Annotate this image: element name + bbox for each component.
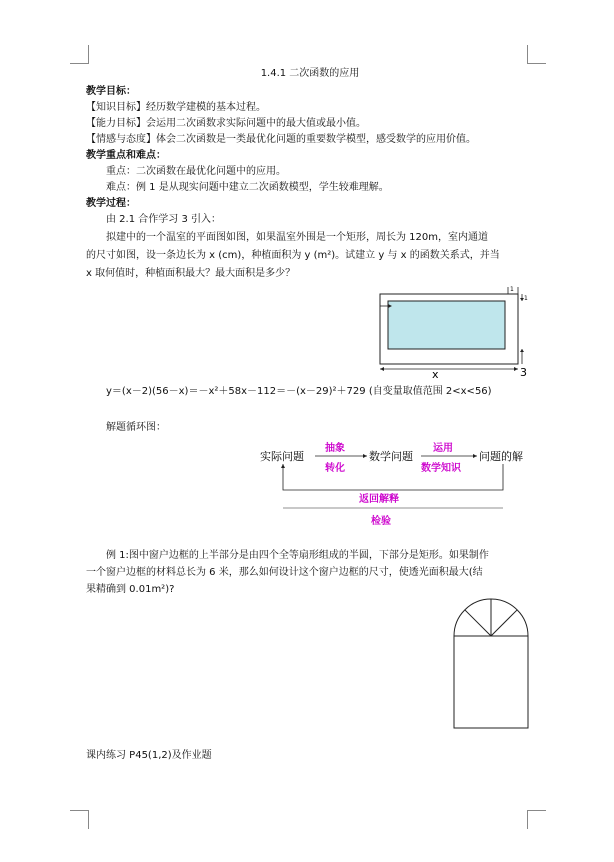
dim-right-1: 1 [524, 295, 528, 302]
knowledge-goal: 【知识目标】经历数学建模的基本过程。 [86, 102, 266, 113]
x-label: x [432, 368, 439, 381]
cycle-heading: 解题循环图： [106, 422, 166, 433]
transform-label: 转化 [325, 463, 345, 474]
attitude-goal: 【情感与态度】体会二次函数是一类最优化问题的重要数学模型，感受数学的应用价值。 [86, 134, 476, 145]
problem-line-3: x 取何值时，种植面积最大？最大面积是多少？ [86, 268, 296, 279]
process-heading: 教学过程： [86, 198, 136, 209]
example-line-1: 例 1:图中窗户边框的上半部分是由四个全等扇形组成的半圆，下部分是矩形。如果制作 [106, 550, 489, 561]
dim-top-1: 1 [510, 286, 514, 293]
return-explain-label: 返回解释 [359, 494, 399, 505]
problem-line-2: 的尺寸如图，设一条边长为 x (cm)，种植面积为 y (m²)。试建立 y 与 x 的函数关系式，并当 [86, 250, 500, 261]
ability-goal: 【能力目标】会运用二次函数求实际问题中的最大值或最小值。 [86, 118, 366, 129]
objectives-heading: 教学目标： [86, 86, 136, 97]
crop-mark-bottom-left [70, 810, 89, 829]
verify-label: 检验 [371, 516, 391, 527]
crop-mark-top-left [70, 45, 89, 64]
difficulty-text: 难点：例 1 是从现实问题中建立二次函数模型，学生较难理解。 [106, 182, 389, 193]
crop-mark-top-right [527, 45, 546, 64]
example-line-2: 一个窗户边框的材料总长为 6 米，那么如何设计这个窗户边框的尺寸，使透光面积最大(结 [86, 567, 483, 578]
crop-mark-bottom-right [527, 810, 546, 829]
dim-right-3: 3 [520, 366, 527, 379]
abstract-label: 抽象 [325, 443, 345, 454]
homework-text: 课内练习 P45(1,2)及作业题 [86, 750, 212, 761]
apply-label: 运用 [433, 443, 453, 454]
greenhouse-diagram [370, 284, 535, 384]
window-rectangle [454, 636, 528, 728]
page-title: 1.4.1 二次函数的应用 [260, 68, 360, 79]
intro-text: 由 2.1 合作学习 3 引入： [106, 214, 221, 225]
solution-label: 问题的解 [479, 450, 523, 463]
example-line-3: 果精确到 0.01m²)? [86, 584, 175, 595]
problem-cycle-diagram [255, 438, 535, 533]
window-diagram [452, 592, 532, 732]
return-loop-line [283, 464, 503, 490]
keypoint-text: 重点：二次函数在最优化问题中的应用。 [106, 166, 286, 177]
math-knowledge-label: 数学知识 [421, 463, 461, 474]
greenhouse-inner-rect [388, 301, 505, 349]
real-problem-label: 实际问题 [260, 450, 304, 463]
math-problem-label: 数学问题 [369, 450, 413, 463]
formula-text: y＝(x－2)(56－x)＝－x²＋58x－112＝－(x－29)²＋729 (自变量取值范围 2<x<56) [106, 386, 492, 397]
problem-line-1: 拟建中的一个温室的平面图如图，如果温室外围是一个矩形，周长为 120m，室内通道 [106, 232, 489, 243]
keypoints-heading: 教学重点和难点： [86, 150, 166, 161]
